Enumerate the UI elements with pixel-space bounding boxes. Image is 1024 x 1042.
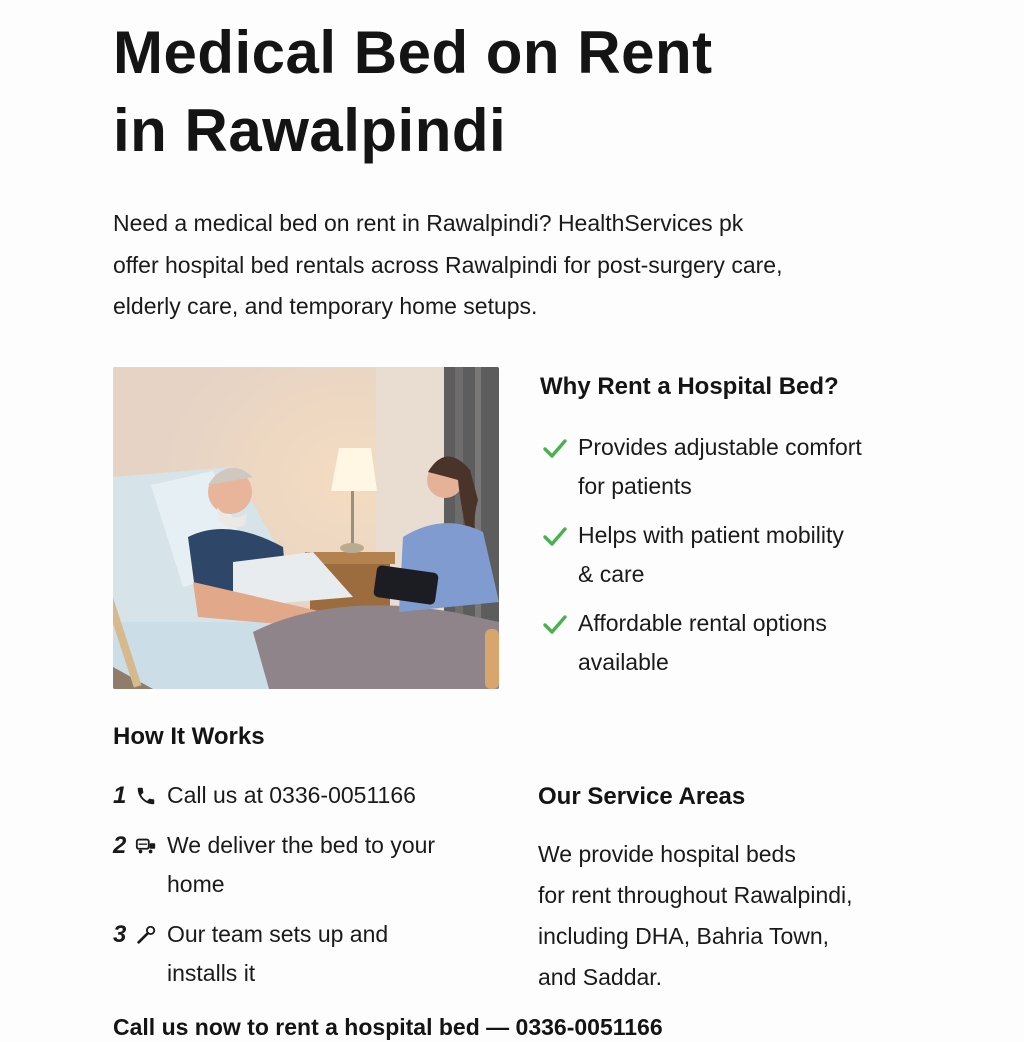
step-item <box>113 915 513 993</box>
how-it-works-heading: How It Works <box>113 723 265 750</box>
how-it-works-section <box>113 718 513 1004</box>
step-number: 2 <box>113 832 127 859</box>
hero-image <box>113 367 499 689</box>
check-icon <box>542 437 568 459</box>
area-line: for rent throughout Rawalpindi, <box>538 882 853 908</box>
check-icon <box>542 613 568 635</box>
step-text: home <box>167 871 225 897</box>
benefit-text: Helps with patient mobility <box>578 522 844 548</box>
intro-paragraph <box>113 203 913 328</box>
benefit-text: & care <box>578 561 645 587</box>
intro-line: elderly care, and temporary home setups. <box>113 293 538 319</box>
area-line: and Saddar. <box>538 964 663 990</box>
step-item <box>113 776 513 815</box>
check-icon <box>542 525 568 547</box>
service-areas-section <box>538 778 958 998</box>
benefit-item <box>540 428 980 506</box>
step-item <box>113 826 513 904</box>
benefit-text: for patients <box>578 473 692 499</box>
benefit-text: Provides adjustable comfort <box>578 434 862 460</box>
step-text: We deliver the bed to your <box>167 832 436 858</box>
service-areas-heading: Our Service Areas <box>538 783 746 810</box>
step-text: Call us at 0336-0051166 <box>167 782 416 808</box>
benefits-list <box>540 428 980 682</box>
benefit-item <box>540 516 980 594</box>
intro-line: offer hospital bed rentals across Rawalpindi for post-surgery care, <box>113 251 783 278</box>
step-number: 3 <box>113 921 127 948</box>
why-rent-heading: Why Rent a Hospital Bed? <box>540 373 839 400</box>
area-line: We provide hospital beds <box>538 841 796 867</box>
step-text: Our team sets up and <box>167 921 389 947</box>
step-number: 1 <box>113 782 127 809</box>
benefit-item <box>540 604 980 682</box>
steps-list <box>113 776 513 993</box>
page-title <box>113 14 713 170</box>
intro-line: Need a medical bed on rent in Rawalpindi? HealthServices pk <box>113 210 744 236</box>
benefit-text: available <box>578 649 669 675</box>
title-line-2: in Rawalpindi <box>113 97 507 164</box>
benefit-text: Affordable rental options <box>578 610 827 636</box>
title-line-1: Medical Bed on Rent <box>113 19 713 86</box>
patient-nurse-illustration <box>113 367 499 689</box>
delivery-truck-icon <box>135 835 157 857</box>
step-text: installs it <box>167 960 256 986</box>
why-rent-section <box>540 368 980 692</box>
cta-line-cut-off: Call us now to rent a hospital bed — 0336-0051166 <box>113 1014 663 1040</box>
service-areas-text <box>538 834 958 998</box>
wrench-icon <box>135 924 157 946</box>
area-line: including DHA, Bahria Town, <box>538 923 830 949</box>
phone-icon <box>135 785 157 807</box>
